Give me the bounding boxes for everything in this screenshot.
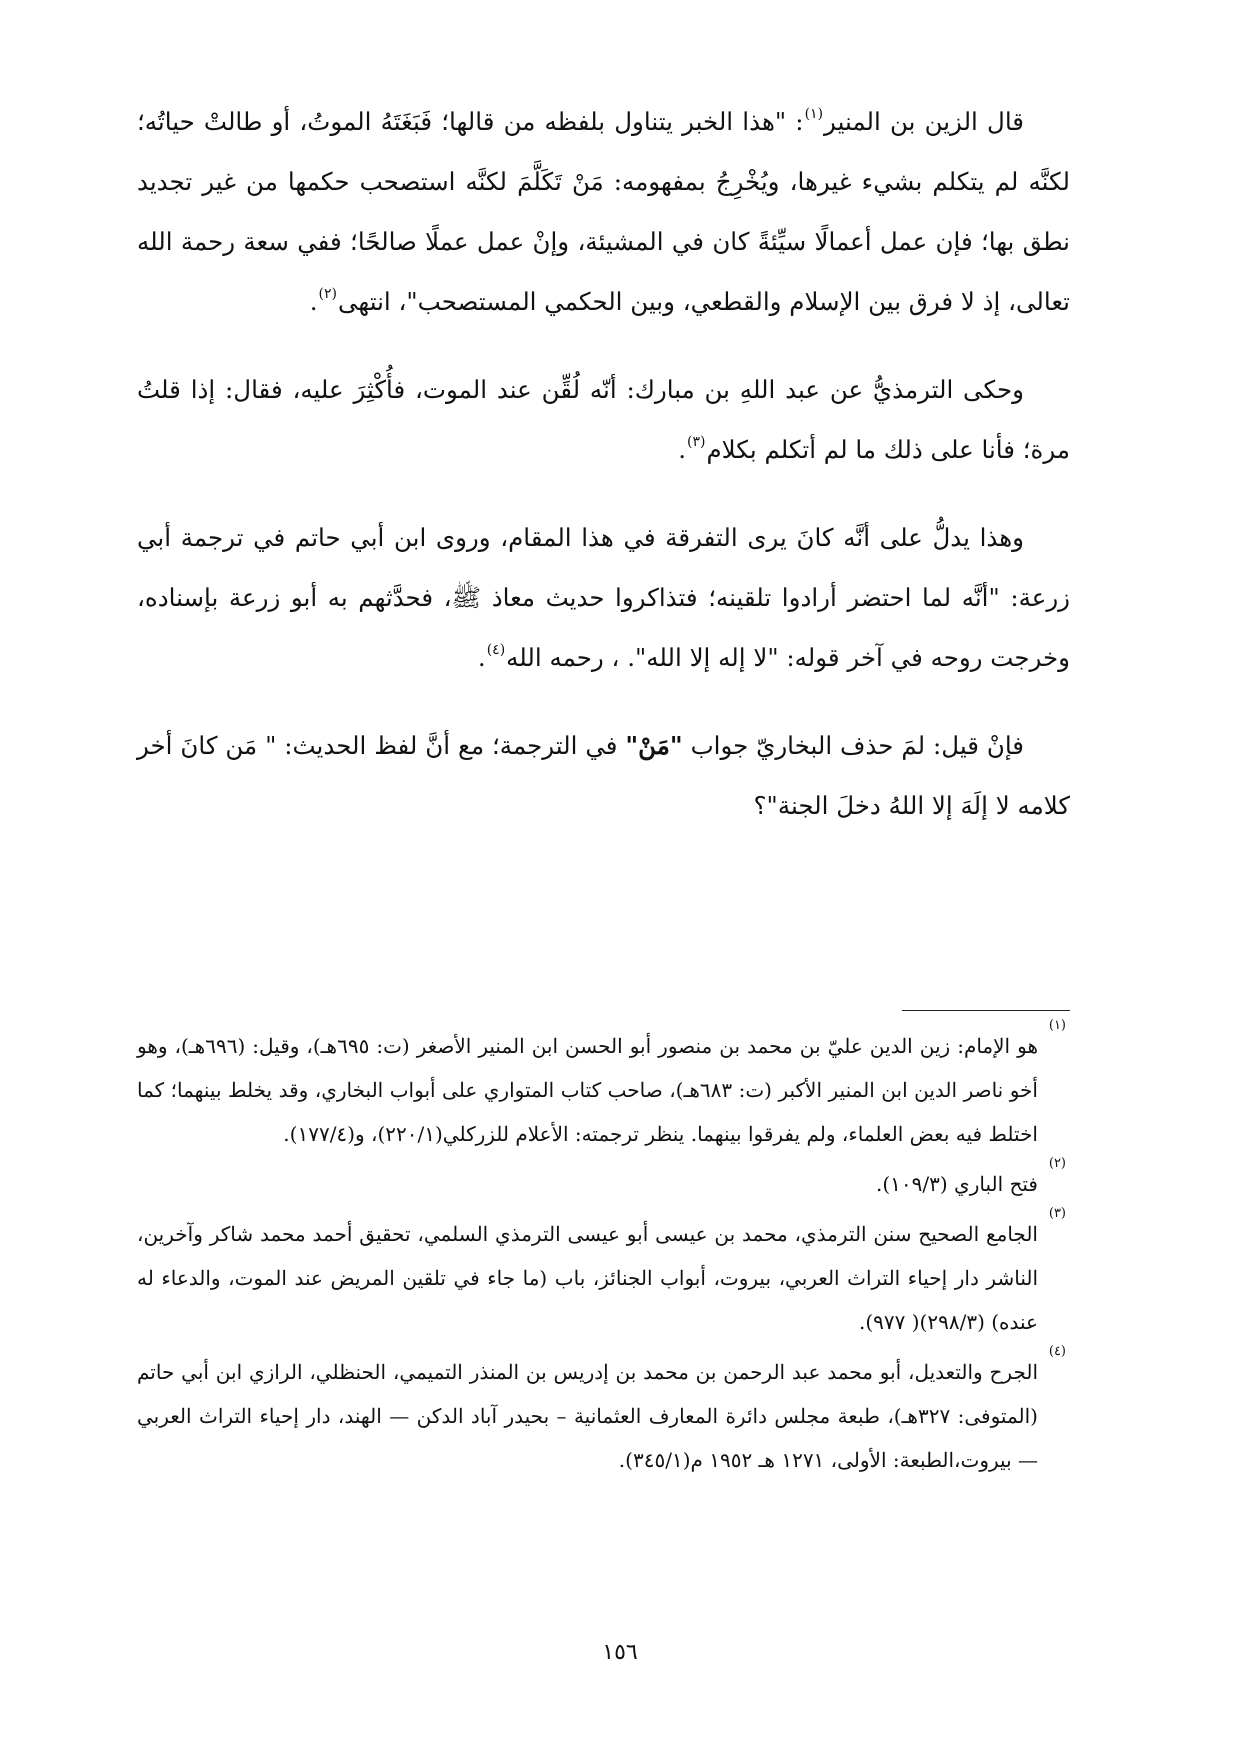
paragraph-3 (137, 508, 1070, 688)
footnote-3 (137, 1206, 1068, 1344)
footnote-number-2: (٢) (1048, 1156, 1066, 1171)
footnote-text-2: فتح الباري (١٠٩/٣). (875, 1172, 1038, 1196)
footnote-1 (137, 1018, 1068, 1156)
footnotes-section (137, 1018, 1068, 1488)
paragraph-1-text-c: . (309, 287, 318, 316)
footnote-2 (137, 1156, 1068, 1206)
footnote-number-3: (٣) (1048, 1206, 1066, 1221)
footnote-ref-4[interactable]: (٤) (486, 642, 506, 658)
footnote-text-4: الجرح والتعديل، أبو محمد عبد الرحمن بن محمد بن إدريس بن المنذر التميمي، الحنظلي، الرازي ابن أبي حاتم (المتوفى: ٣٢٧هـ)، طبعة مجلس دائرة المعارف العثمانية – بحيدر آباد الدكن — الهند، دار إحياء التراث العربي — بيروت،الطبعة: الأولى، ١٢٧١ هـ ١٩٥٢ م(٣٤٥/١). (137, 1360, 1038, 1472)
paragraph-3-text-a: وهذا يدلُّ على أنَّه كانَ يرى التفرقة في هذا المقام، وروى ابن أبي حاتم في ترجمة أبي زرعة: "أنَّه لما احتضر أرادوا تلقينه؛ فتذاكروا حديث معاذ ﷺ، فحدَّثهم به أبو زرعة بإسناده، وخرجت روحه في آخر قوله: "لا إله إلا الله". ، رحمه الله (137, 523, 1070, 672)
footnote-text-1: هو الإمام: زين الدين عليّ بن محمد بن منصور أبو الحسن ابن المنير الأصغر (ت: ٦٩٥هـ)، وقيل: (٦٩٦هـ)، وهو أخو ناصر الدين ابن المنير الأكبر (ت: ٦٨٣هـ)، صاحب كتاب المتواري على أبواب البخاري، وقد يخلط بينهما؛ كما اختلط فيه بعض العلماء، ولم يفرقوا بينهما. ينظر ترجمته: الأعلام للزركلي(٢٢٠/١)، و(١٧٧/٤). (137, 1034, 1038, 1146)
main-text-body (137, 92, 1070, 864)
footnote-ref-2[interactable]: (٢) (318, 286, 337, 302)
paragraph-2 (137, 360, 1070, 480)
paragraph-2-text-a: وحكى الترمذيُّ عن عبد اللهِ بن مبارك: أنّه لُقِّن عند الموت، فأُكْثِرَ عليه، فقال: إذا قلتُ مرة؛ فأنا على ذلك ما لم أتكلم بكلام (137, 375, 1070, 464)
footnote-separator (902, 1010, 1070, 1011)
page-number: ١٥٦ (602, 1640, 638, 1665)
footnote-number-1: (١) (1048, 1018, 1066, 1033)
footnote-ref-3[interactable]: (٣) (687, 434, 706, 450)
paragraph-4 (137, 716, 1070, 836)
paragraph-1-text-b: : "هذا الخبر يتناول بلفظه من قالها؛ فَبَغَتَهُ الموتُ، أو طالتْ حياتُه؛ لكنَّه لم يتكلم بشيء غيرها، ويُخْرِجُ بمفهومه: مَنْ تَكَلَّمَ لكنَّه استصحب حكمها من غير تجديد نطق بها؛ فإن عمل أعمالًا سيِّئةً كان في المشيئة، وإنْ عمل عملًا صالحًا؛ ففي سعة رحمة الله تعالى، إذ لا فرق بين الإسلام والقطعي، وبين الحكمي المستصحب"، انتهى (137, 107, 1070, 316)
bold-term-man: "مَنْ" (625, 731, 683, 760)
paragraph-4-text-a: فإنْ قيل: لمَ حذف البخاريّ جواب (682, 731, 1024, 760)
paragraph-1 (137, 92, 1070, 332)
paragraph-4-text-b: في الترجمة؛ مع أنَّ لفظ الحديث: " مَن كانَ أخر كلامه لا إلَهَ إلا اللهُ دخلَ الجنة"؟ (137, 731, 1070, 820)
footnote-4 (137, 1344, 1068, 1482)
footnote-number-4: (٤) (1048, 1344, 1066, 1359)
footnote-text-3: الجامع الصحيح سنن الترمذي، محمد بن عيسى أبو عيسى الترمذي السلمي، تحقيق أحمد محمد شاكر وآخرين، الناشر دار إحياء التراث العربي، بيروت، أبواب الجنائز، باب (ما جاء في تلقين المريض عند الموت، والدعاء له عنده) (٢٩٨/٣)( ٩٧٧). (137, 1222, 1039, 1334)
paragraph-2-text-b: . (678, 435, 687, 464)
paragraph-1-text-a: قال الزين بن المنير (824, 107, 1024, 136)
footnote-ref-1[interactable]: (١) (804, 106, 824, 122)
paragraph-3-text-b: . (477, 643, 486, 672)
